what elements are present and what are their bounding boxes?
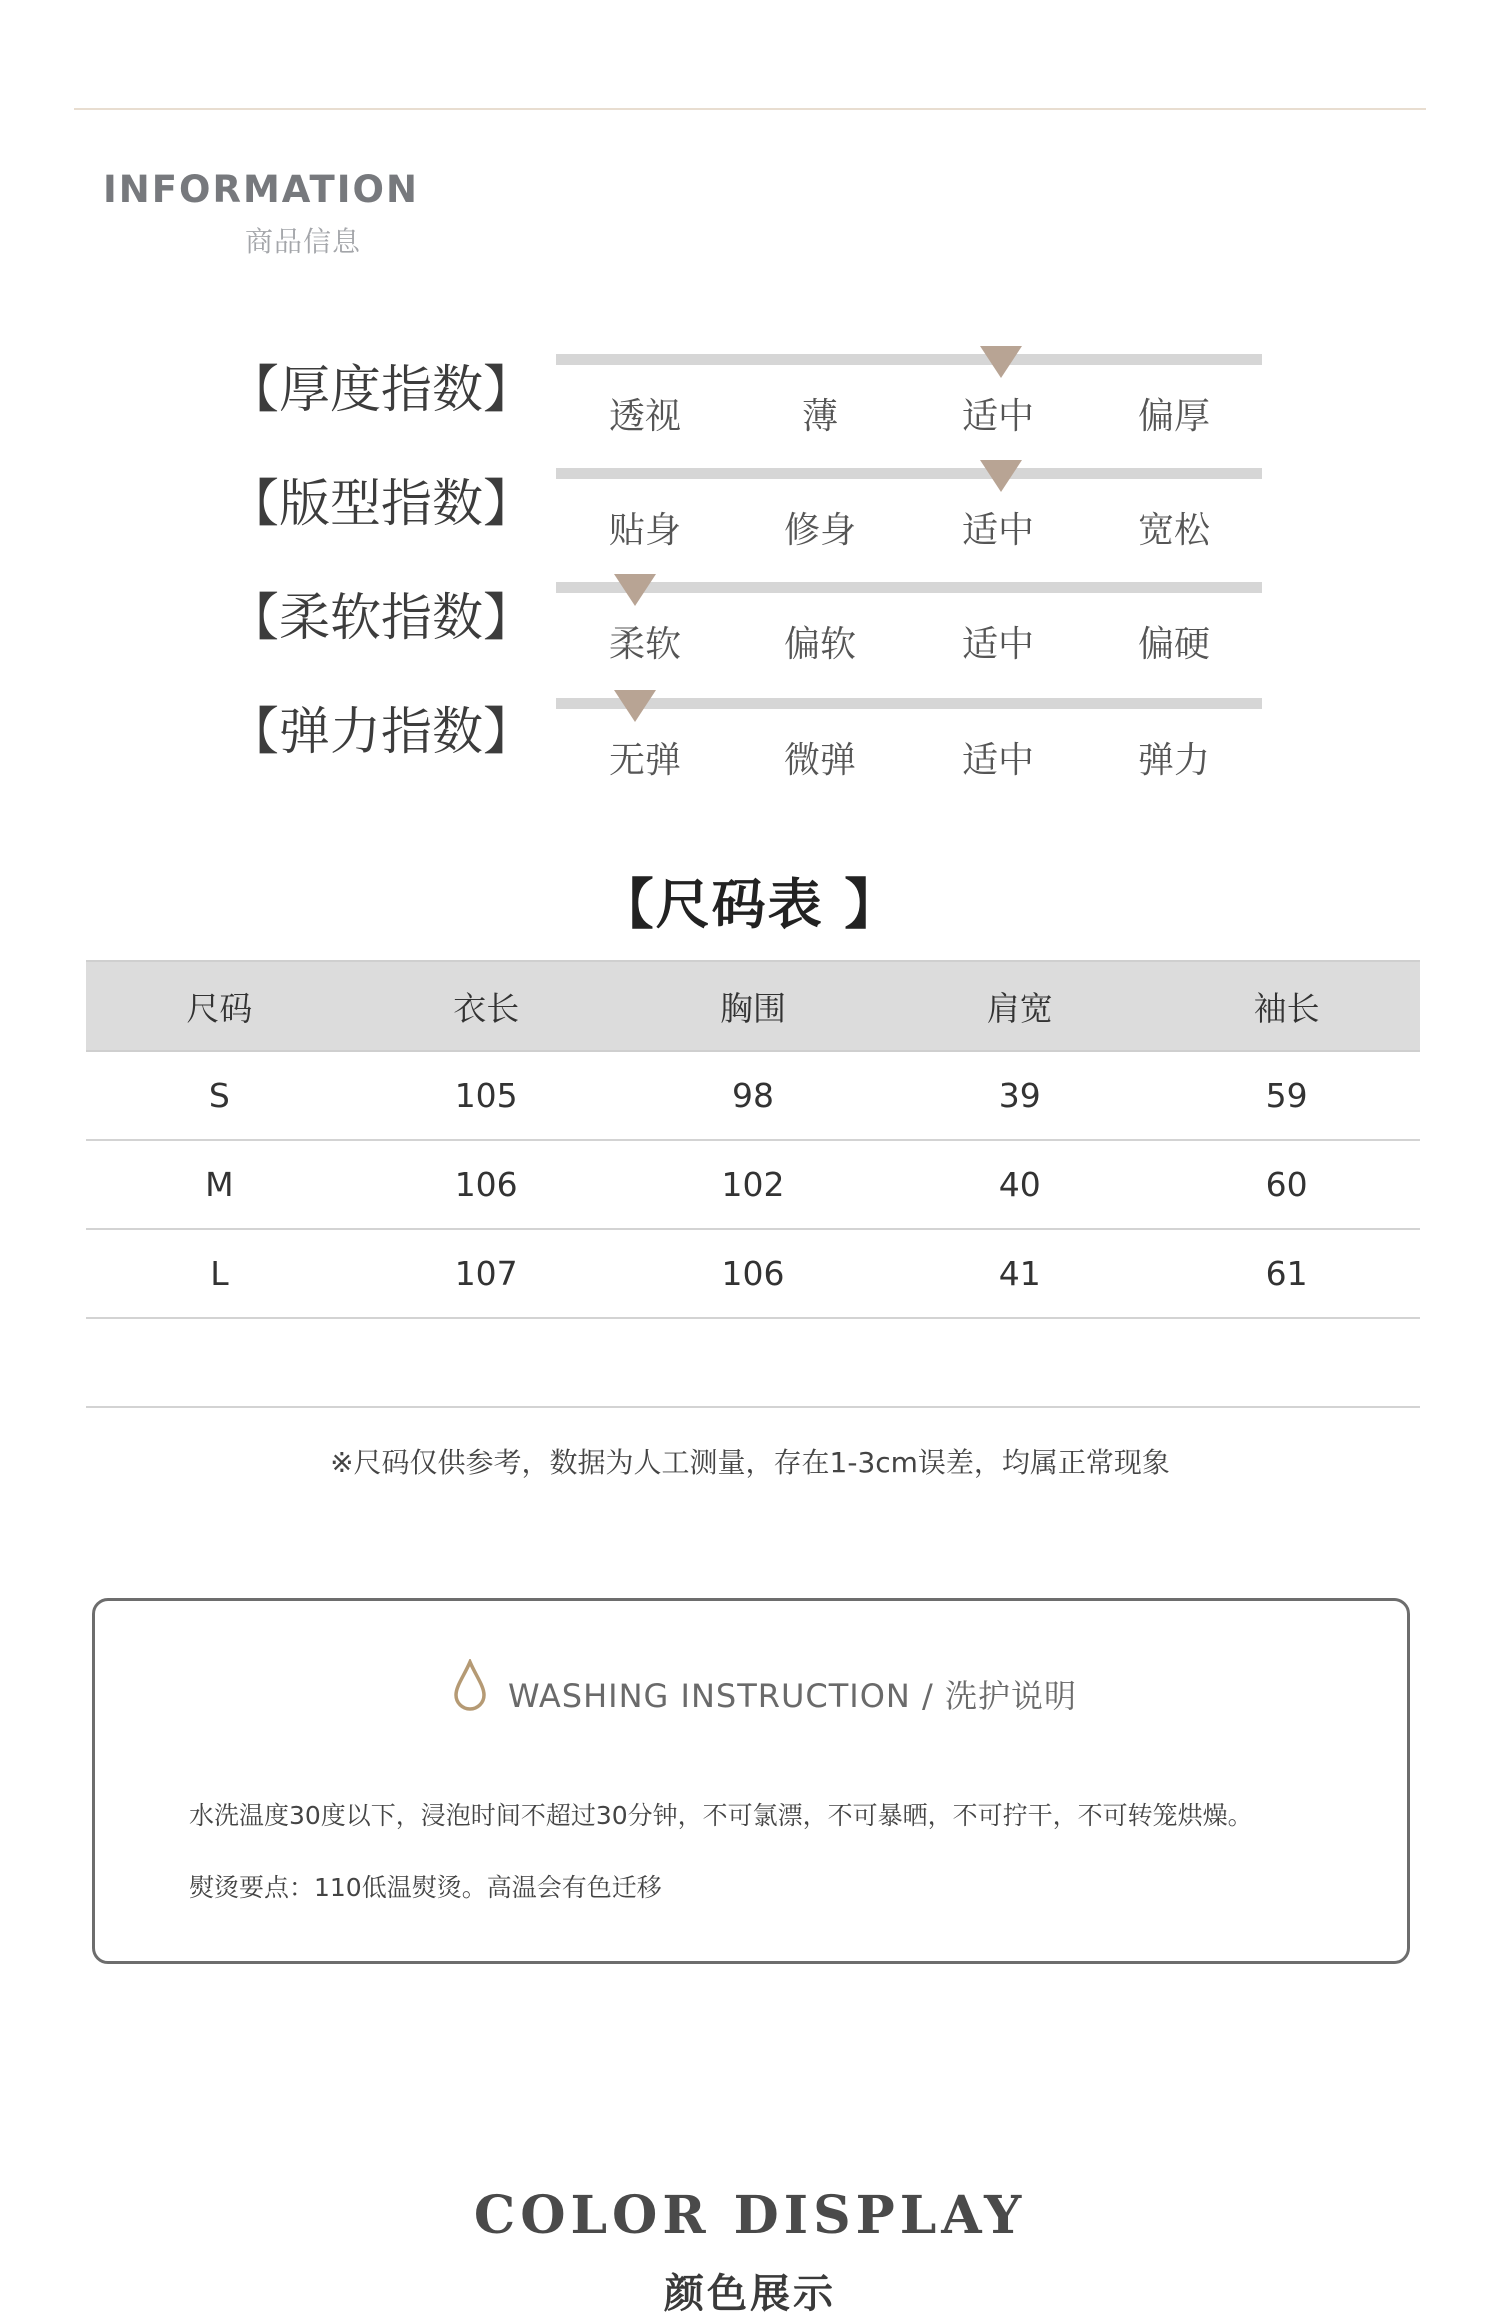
selection-marker-icon: [980, 346, 1022, 378]
selection-marker-icon: [614, 574, 656, 606]
index-label-thickness: 【厚度指数】: [228, 361, 535, 420]
table-cell: 59: [1153, 1051, 1420, 1140]
table-cell: L: [86, 1229, 353, 1318]
index-option: 适中: [961, 740, 1034, 781]
column-header-sleeve: 袖长: [1153, 961, 1420, 1051]
table-header-row: [86, 961, 1420, 1051]
table-row: [86, 1229, 1420, 1318]
table-cell: 60: [1153, 1140, 1420, 1229]
table-row-empty: [86, 1318, 1420, 1407]
table-cell: 39: [886, 1051, 1153, 1140]
size-table: [86, 960, 1420, 1408]
water-drop-icon: [452, 1659, 488, 1713]
index-option: 透视: [608, 396, 681, 437]
column-header-length: 衣长: [353, 961, 620, 1051]
index-track-thickness: [556, 354, 1262, 365]
index-option: 偏软: [783, 624, 856, 665]
index-option: 无弹: [608, 740, 681, 781]
column-header-bust: 胸围: [620, 961, 887, 1051]
column-header-shoulder: 肩宽: [886, 961, 1153, 1051]
table-cell: [353, 1318, 620, 1407]
index-label-fit: 【版型指数】: [228, 475, 535, 534]
table-cell: [886, 1318, 1153, 1407]
selection-marker-icon: [614, 690, 656, 722]
washing-instruction-box: [92, 1598, 1410, 1964]
washing-heading: WASHING INSTRUCTION / 洗护说明: [508, 1677, 1077, 1715]
table-cell: [620, 1318, 887, 1407]
table-cell: 98: [620, 1051, 887, 1140]
size-chart-title: 【尺码表 】: [599, 873, 901, 936]
index-option: 偏厚: [1137, 396, 1210, 437]
color-display-subtitle: 颜色展示: [664, 2271, 836, 2317]
index-label-softness: 【柔软指数】: [228, 589, 535, 648]
table-cell: 107: [353, 1229, 620, 1318]
table-cell: M: [86, 1140, 353, 1229]
index-track-fit: [556, 468, 1262, 479]
info-subtitle: 商品信息: [245, 225, 362, 258]
index-option: 偏硬: [1137, 624, 1210, 665]
table-cell: 105: [353, 1051, 620, 1140]
index-option: 柔软: [608, 624, 681, 665]
table-cell: S: [86, 1051, 353, 1140]
index-option: 适中: [961, 624, 1034, 665]
washing-line-2: 熨烫要点：110低温熨烫。高温会有色迁移: [189, 1873, 662, 1902]
index-track-softness: [556, 582, 1262, 593]
table-cell: [1153, 1318, 1420, 1407]
size-note: ※尺码仅供参考，数据为人工测量，存在1-3cm误差，均属正常现象: [330, 1446, 1170, 1479]
index-option: 宽松: [1137, 510, 1210, 551]
table-row: [86, 1051, 1420, 1140]
washing-line-1: 水洗温度30度以下，浸泡时间不超过30分钟，不可氯漂，不可暴晒，不可拧干，不可转笼烘燥。: [189, 1801, 1253, 1830]
table-cell: 102: [620, 1140, 887, 1229]
index-option: 适中: [961, 510, 1034, 551]
index-label-stretch: 【弹力指数】: [228, 703, 535, 762]
index-option: 适中: [961, 396, 1034, 437]
index-option: 贴身: [608, 510, 681, 551]
index-option: 微弹: [783, 740, 856, 781]
table-cell: 106: [620, 1229, 887, 1318]
index-track-stretch: [556, 698, 1262, 709]
selection-marker-icon: [980, 460, 1022, 492]
color-display-title: COLOR DISPLAY: [473, 2185, 1027, 2246]
index-option: 弹力: [1137, 740, 1210, 781]
info-title: INFORMATION: [103, 168, 419, 211]
table-cell: 41: [886, 1229, 1153, 1318]
top-divider: [74, 108, 1426, 110]
column-header-size: 尺码: [86, 961, 353, 1051]
table-row: [86, 1140, 1420, 1229]
table-cell: 61: [1153, 1229, 1420, 1318]
index-option: 修身: [783, 510, 856, 551]
table-cell: 40: [886, 1140, 1153, 1229]
table-cell: 106: [353, 1140, 620, 1229]
table-cell: [86, 1318, 353, 1407]
index-option: 薄: [801, 396, 838, 437]
